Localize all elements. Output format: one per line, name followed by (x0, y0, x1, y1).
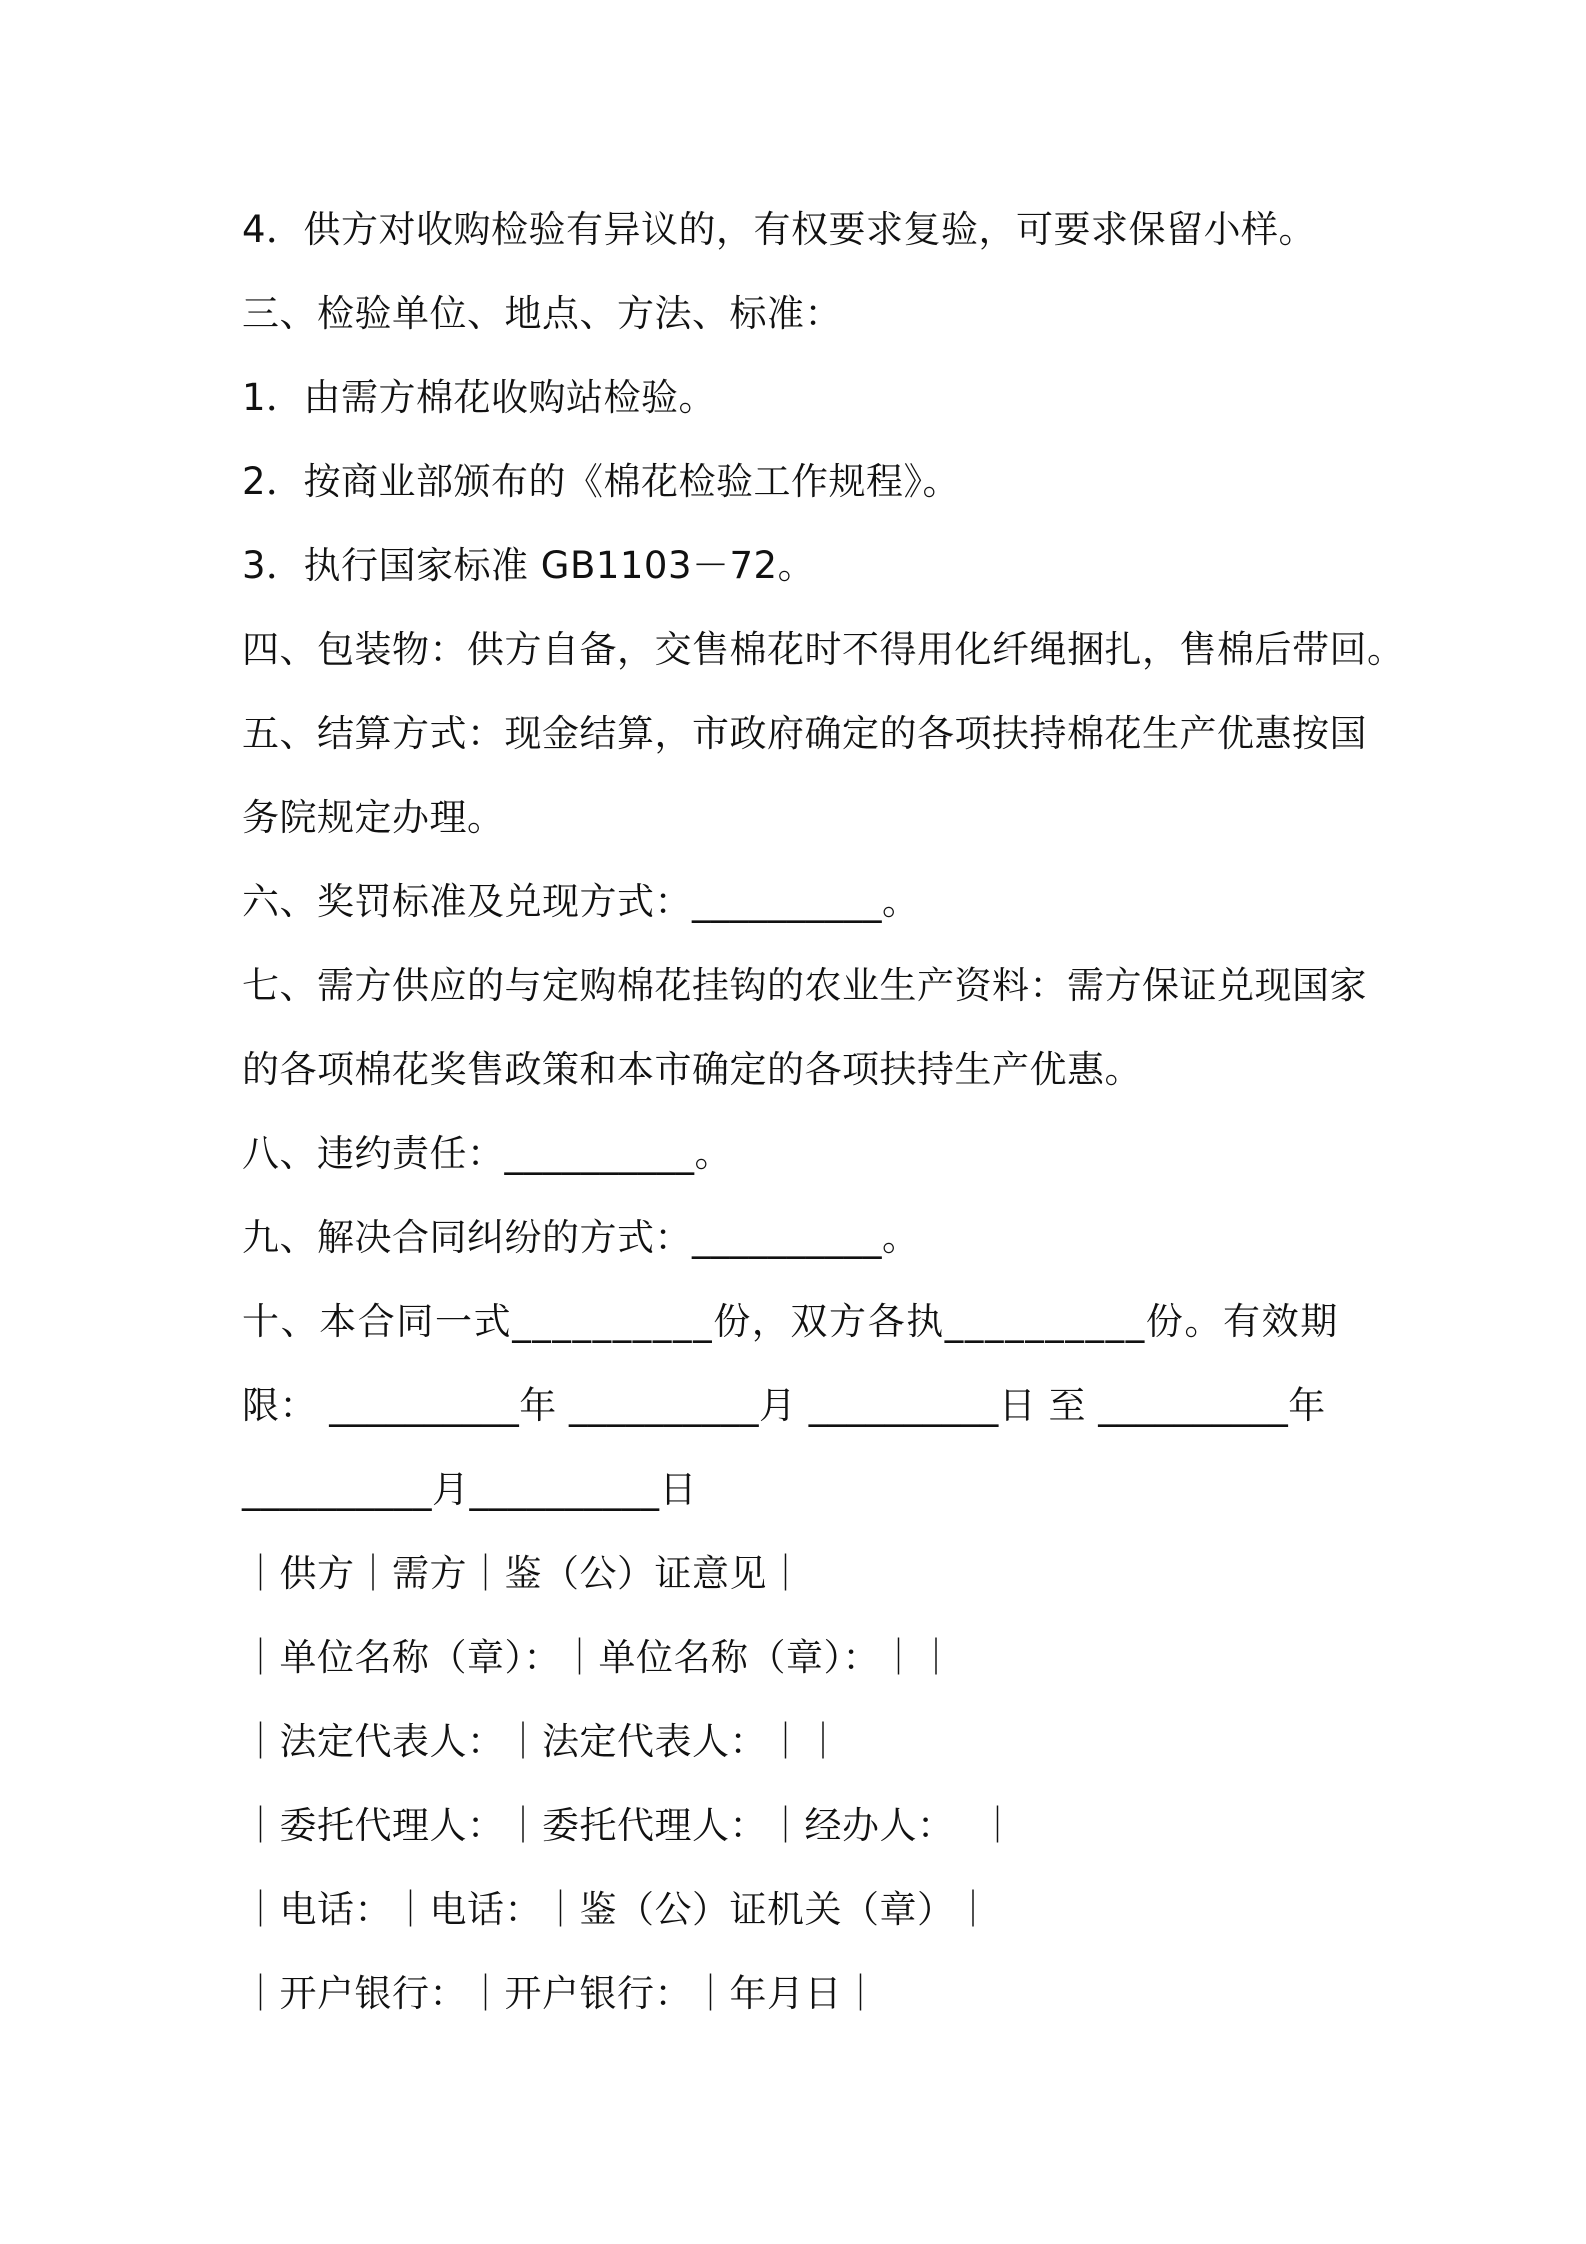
section-10-copies-line-1: 十、本合同一式__________份，双方各执__________份。有效期 (242, 1300, 1339, 1343)
section-8-liability: 八、违约责任：__________。 (242, 1132, 732, 1175)
section-3-item-1: 1．由需方棉花收购站检验。 (242, 376, 717, 419)
section-10-validity-line-3: __________月__________日 (242, 1468, 697, 1511)
clause-4-dispute-line: 4．供方对收购检验有异议的，有权要求复验，可要求保留小样。 (242, 208, 1317, 251)
signature-row-bank: ｜开户银行：｜开户银行：｜年月日｜ (242, 1972, 880, 2015)
signature-row-agent: ｜委托代理人：｜委托代理人：｜经办人： ｜ (242, 1804, 1017, 1847)
section-7-supplies-line-1: 七、需方供应的与定购棉花挂钩的农业生产资料：需方保证兑现国家 (242, 964, 1367, 1007)
section-3-heading: 三、检验单位、地点、方法、标准： (242, 292, 842, 335)
section-7-supplies-line-2: 的各项棉花奖售政策和本市确定的各项扶持生产优惠。 (242, 1048, 1142, 1091)
signature-row-phone: ｜电话：｜电话：｜鉴（公）证机关（章）｜ (242, 1888, 992, 1931)
section-10-validity-line-2: 限： __________年 __________月 __________日 至 __________年 (242, 1384, 1326, 1427)
signature-row-legal-rep: ｜法定代表人：｜法定代表人：｜｜ (242, 1720, 842, 1763)
section-9-disputes: 九、解决合同纠纷的方式：__________。 (242, 1216, 920, 1259)
section-5-settlement-line-2: 务院规定办理。 (242, 796, 505, 839)
signature-table-header: ｜供方｜需方｜鉴（公）证意见｜ (242, 1552, 805, 1595)
signature-row-unit-name: ｜单位名称（章）：｜单位名称（章）：｜｜ (242, 1636, 955, 1679)
section-3-item-3: 3．执行国家标准 GB1103－72。 (242, 544, 816, 587)
section-4-packaging: 四、包装物：供方自备，交售棉花时不得用化纤绳捆扎，售棉后带回。 (242, 628, 1405, 671)
section-6-rewards: 六、奖罚标准及兑现方式：__________。 (242, 880, 920, 923)
section-5-settlement-line-1: 五、结算方式：现金结算，市政府确定的各项扶持棉花生产优惠按国 (242, 712, 1367, 755)
document-page (242, 0, 1405, 2244)
section-3-item-2: 2．按商业部颁布的《棉花检验工作规程》。 (242, 460, 961, 503)
